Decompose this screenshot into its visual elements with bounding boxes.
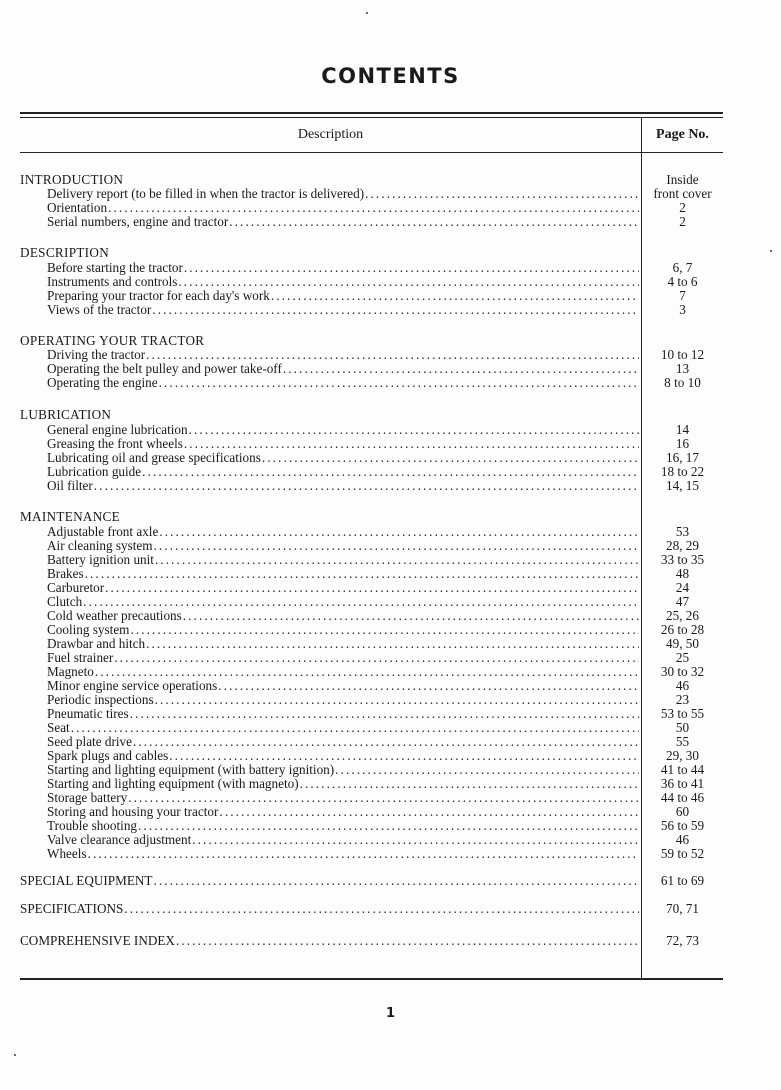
dot-leader bbox=[183, 609, 639, 623]
entry-label: Minor engine service operations bbox=[47, 679, 218, 693]
toc-entry-specifications[interactable] bbox=[20, 902, 723, 916]
entry-label: Spark plugs and cables bbox=[47, 749, 169, 763]
toc-entry[interactable] bbox=[20, 437, 723, 451]
toc-entry[interactable] bbox=[20, 637, 723, 651]
toc-entry[interactable] bbox=[20, 348, 723, 362]
toc-entry[interactable] bbox=[20, 539, 723, 553]
toc-entry[interactable] bbox=[20, 479, 723, 493]
dot-leader bbox=[152, 303, 639, 317]
entry-label: Lubricating oil and grease specifications bbox=[47, 451, 261, 465]
entry-label: Drawbar and hitch bbox=[47, 637, 146, 651]
section-heading-lubrication: LUBRICATION bbox=[20, 407, 112, 422]
entry-label: Driving the tractor bbox=[47, 348, 146, 362]
dot-leader bbox=[229, 215, 639, 229]
page-ref: 72, 73 bbox=[666, 933, 699, 948]
entry-label: COMPREHENSIVE INDEX bbox=[20, 934, 175, 948]
toc-entry[interactable] bbox=[20, 777, 723, 791]
page-ref: 56 to 59 bbox=[660, 818, 705, 833]
page-ref: 46 bbox=[675, 678, 690, 693]
bottom-rule bbox=[20, 978, 723, 980]
dot-leader bbox=[192, 833, 639, 847]
entry-label: Battery ignition unit bbox=[47, 553, 154, 567]
toc-entry[interactable] bbox=[20, 763, 723, 777]
toc-entry[interactable] bbox=[20, 525, 723, 539]
toc-entry[interactable] bbox=[20, 275, 723, 289]
dot-leader bbox=[155, 693, 639, 707]
dot-leader bbox=[189, 423, 639, 437]
page-ref: 18 to 22 bbox=[660, 464, 705, 479]
header-rule bbox=[20, 152, 723, 153]
toc-entry-special-equipment[interactable] bbox=[20, 874, 723, 888]
dot-leader bbox=[114, 651, 639, 665]
toc-entry[interactable] bbox=[20, 833, 723, 847]
entry-label: Periodic inspections bbox=[47, 693, 154, 707]
page-ref: 44 to 46 bbox=[660, 790, 705, 805]
entry-label: Orientation bbox=[47, 201, 108, 215]
page-ref: 25 bbox=[675, 650, 690, 665]
entry-label: Cold weather precautions bbox=[47, 609, 182, 623]
entry-label: Instruments and controls bbox=[47, 275, 178, 289]
page-ref: 16 bbox=[675, 436, 690, 451]
entry-label: Clutch bbox=[47, 595, 83, 609]
page-ref: 14, 15 bbox=[666, 478, 699, 493]
entry-label: Fuel strainer bbox=[47, 651, 114, 665]
page-ref: 41 to 44 bbox=[660, 762, 705, 777]
entry-label: SPECIFICATIONS bbox=[20, 902, 124, 916]
toc-entry[interactable] bbox=[20, 187, 723, 201]
page-title: CONTENTS bbox=[321, 64, 460, 88]
toc-entry[interactable] bbox=[20, 451, 723, 465]
toc-entry[interactable] bbox=[20, 201, 723, 215]
dot-leader bbox=[138, 819, 639, 833]
scan-speck bbox=[14, 1054, 16, 1056]
toc-entry[interactable] bbox=[20, 423, 723, 437]
toc-entry[interactable] bbox=[20, 805, 723, 819]
toc-entry[interactable] bbox=[20, 303, 723, 317]
toc-entry[interactable] bbox=[20, 665, 723, 679]
page-ref: 30 to 32 bbox=[660, 664, 705, 679]
dot-leader bbox=[146, 348, 639, 362]
page-ref: 53 bbox=[675, 524, 690, 539]
toc-entry[interactable] bbox=[20, 376, 723, 390]
page-ref: 23 bbox=[675, 692, 690, 707]
dot-leader bbox=[83, 595, 639, 609]
dot-leader bbox=[184, 437, 639, 451]
page-ref: 33 to 35 bbox=[660, 552, 705, 567]
dot-leader bbox=[153, 539, 639, 553]
toc-entry[interactable] bbox=[20, 215, 723, 229]
dot-leader bbox=[154, 874, 640, 888]
dot-leader bbox=[155, 553, 639, 567]
entry-label: Valve clearance adjustment bbox=[47, 833, 192, 847]
page-ref: 6, 7 bbox=[672, 260, 693, 275]
page-ref: 70, 71 bbox=[666, 901, 699, 916]
toc-entry-comprehensive-index[interactable] bbox=[20, 934, 723, 948]
toc-entry[interactable] bbox=[20, 749, 723, 763]
section-heading-operating: OPERATING YOUR TRACTOR bbox=[20, 333, 205, 348]
dot-leader bbox=[130, 623, 639, 637]
entry-label: General engine lubrication bbox=[47, 423, 188, 437]
toc-entry[interactable] bbox=[20, 609, 723, 623]
entry-label: Brakes bbox=[47, 567, 84, 581]
page-ref: 24 bbox=[675, 580, 690, 595]
page-ref: 14 bbox=[675, 422, 690, 437]
entry-label: Oil filter bbox=[47, 479, 93, 493]
dot-leader bbox=[88, 847, 639, 861]
top-double-rule-inner bbox=[20, 117, 723, 118]
page-ref: 29, 30 bbox=[666, 748, 699, 763]
dot-leader bbox=[184, 261, 639, 275]
entry-label: Starting and lighting equipment (with magneto) bbox=[47, 777, 299, 791]
section-heading-maintenance: MAINTENANCE bbox=[20, 509, 120, 524]
toc-entry[interactable] bbox=[20, 581, 723, 595]
dot-leader bbox=[85, 567, 639, 581]
entry-label: Starting and lighting equipment (with battery ignition) bbox=[47, 763, 335, 777]
page-ref: 25, 26 bbox=[666, 608, 699, 623]
dot-leader bbox=[365, 187, 639, 201]
entry-label: Views of the tractor bbox=[47, 303, 152, 317]
page-ref: 46 bbox=[675, 832, 690, 847]
page-ref: 4 to 6 bbox=[667, 274, 698, 289]
page-ref: Inside bbox=[666, 172, 699, 187]
entry-label: Storing and housing your tractor bbox=[47, 805, 219, 819]
page-ref: 50 bbox=[675, 720, 690, 735]
page-number: 1 bbox=[385, 1006, 396, 1021]
page-ref: 47 bbox=[675, 594, 690, 609]
page-ref: 55 bbox=[675, 734, 690, 749]
entry-label: Before starting the tractor bbox=[47, 261, 183, 275]
page-ref: 28, 29 bbox=[666, 538, 699, 553]
toc-entry[interactable] bbox=[20, 791, 723, 805]
toc-entry[interactable] bbox=[20, 707, 723, 721]
toc-entry[interactable] bbox=[20, 847, 723, 861]
dot-leader bbox=[271, 289, 639, 303]
dot-leader bbox=[335, 763, 639, 777]
entry-label: Greasing the front wheels bbox=[47, 437, 183, 451]
dot-leader bbox=[105, 581, 639, 595]
toc-entry[interactable] bbox=[20, 465, 723, 479]
page-ref: 61 to 69 bbox=[660, 873, 705, 888]
toc-entry[interactable] bbox=[20, 362, 723, 376]
entry-label: Operating the engine bbox=[47, 376, 158, 390]
dot-leader bbox=[142, 465, 639, 479]
dot-leader bbox=[95, 665, 639, 679]
page-ref: 26 to 28 bbox=[660, 622, 705, 637]
toc-entry[interactable] bbox=[20, 721, 723, 735]
entry-label: SPECIAL EQUIPMENT bbox=[20, 874, 153, 888]
dot-leader bbox=[262, 451, 639, 465]
dot-leader bbox=[218, 679, 639, 693]
toc-entry[interactable] bbox=[20, 679, 723, 693]
page-ref: 7 bbox=[679, 288, 686, 303]
section-heading-description: DESCRIPTION bbox=[20, 245, 110, 260]
page-ref: 48 bbox=[675, 566, 690, 581]
entry-label: Storage battery bbox=[47, 791, 128, 805]
entry-label: Pneumatic tires bbox=[47, 707, 129, 721]
dot-leader bbox=[159, 376, 639, 390]
toc-entry[interactable] bbox=[20, 651, 723, 665]
toc-entry[interactable] bbox=[20, 261, 723, 275]
entry-label: Serial numbers, engine and tractor bbox=[47, 215, 229, 229]
dot-leader bbox=[176, 934, 639, 948]
entry-label: Wheels bbox=[47, 847, 87, 861]
toc-entry[interactable] bbox=[20, 735, 723, 749]
dot-leader bbox=[178, 275, 639, 289]
entry-label: Adjustable front axle bbox=[47, 525, 159, 539]
page-ref: 53 to 55 bbox=[660, 706, 705, 721]
entry-label: Seat bbox=[47, 721, 70, 735]
entry-label: Carburetor bbox=[47, 581, 105, 595]
toc-entry[interactable] bbox=[20, 553, 723, 567]
toc-entry[interactable] bbox=[20, 623, 723, 637]
toc-entry[interactable] bbox=[20, 567, 723, 581]
dot-leader bbox=[71, 721, 639, 735]
entry-label: Preparing your tractor for each day's work bbox=[47, 289, 270, 303]
toc-entry[interactable] bbox=[20, 693, 723, 707]
page-ref: 10 to 12 bbox=[660, 347, 705, 362]
entry-label: Magneto bbox=[47, 665, 94, 679]
entry-label: Seed plate drive bbox=[47, 735, 132, 749]
page-ref: 49, 50 bbox=[666, 636, 699, 651]
dot-leader bbox=[300, 777, 639, 791]
entry-label: Cooling system bbox=[47, 623, 130, 637]
dot-leader bbox=[108, 201, 639, 215]
page-ref: 36 to 41 bbox=[660, 776, 705, 791]
section-heading-introduction: INTRODUCTION bbox=[20, 172, 124, 187]
entry-label: Delivery report (to be filled in when the tractor is delivered) bbox=[47, 187, 365, 201]
scan-speck bbox=[770, 250, 772, 252]
page-ref: 59 to 52 bbox=[660, 846, 705, 861]
dot-leader bbox=[94, 479, 639, 493]
page-ref: front cover bbox=[653, 186, 712, 201]
dot-leader bbox=[146, 637, 639, 651]
top-double-rule bbox=[20, 112, 723, 114]
entry-label: Operating the belt pulley and power take-off bbox=[47, 362, 282, 376]
dot-leader bbox=[128, 791, 639, 805]
dot-leader bbox=[283, 362, 639, 376]
page-ref: 16, 17 bbox=[666, 450, 699, 465]
page-ref: 60 bbox=[675, 804, 690, 819]
dot-leader bbox=[219, 805, 639, 819]
page-ref: 13 bbox=[675, 361, 690, 376]
toc-entry[interactable] bbox=[20, 819, 723, 833]
toc-entry[interactable] bbox=[20, 595, 723, 609]
dot-leader bbox=[124, 902, 639, 916]
page-ref: 2 bbox=[679, 214, 686, 229]
scan-speck bbox=[366, 12, 368, 14]
dot-leader bbox=[159, 525, 639, 539]
entry-label: Trouble shooting bbox=[47, 819, 138, 833]
toc-entry[interactable] bbox=[20, 289, 723, 303]
dot-leader bbox=[130, 707, 639, 721]
dot-leader bbox=[133, 735, 639, 749]
column-header-page-no: Page No. bbox=[656, 127, 709, 142]
dot-leader bbox=[169, 749, 639, 763]
page-ref: 3 bbox=[679, 302, 686, 317]
page-ref: 8 to 10 bbox=[664, 375, 701, 390]
column-header-description: Description bbox=[297, 127, 364, 142]
entry-label: Air cleaning system bbox=[47, 539, 153, 553]
page-ref: 2 bbox=[679, 200, 686, 215]
entry-label: Lubrication guide bbox=[47, 465, 142, 479]
